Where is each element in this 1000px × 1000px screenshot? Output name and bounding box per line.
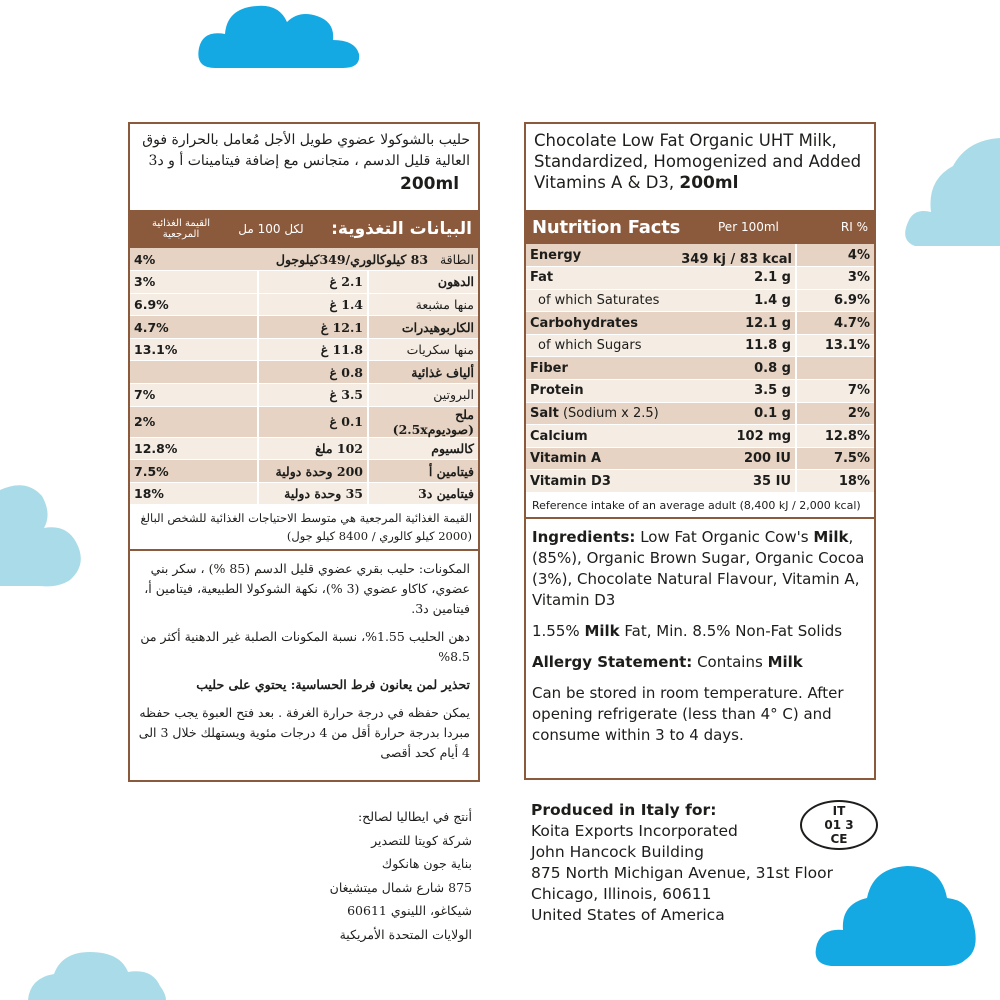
table-row: البروتين 3.5 غ 7% [130,384,478,407]
product-title-ar: حليب بالشوكولا عضوي طويل الأجل مُعامل بالحرارة فوق العالية قليل الدسم ، متجانس مع إضافة فيتامينات أ و د3 200ml [130,124,478,210]
nutrition-facts-header [526,210,874,244]
english-label-panel [524,122,876,780]
cloud-top [195,0,365,70]
product-title-text: Chocolate Low Fat Organic UHT Milk, Standardized, Homogenized and Added Vitamins A & D3, [534,131,862,192]
nutrition-table-en [526,244,874,493]
volume-en: 200ml [679,173,739,193]
table-row: Calcium 102 mg 12.8% [526,425,874,448]
table-row: الكاربوهيدرات 12.1 غ 4.7% [130,316,478,339]
table-row: Vitamin A 200 IU 7.5% [526,447,874,470]
cloud-bottom-right [815,860,980,970]
table-row: Protein 3.5 g 7% [526,380,874,403]
cloud-bottom-left [28,950,168,1000]
cloud-left [0,480,90,590]
product-title-en [526,124,874,210]
energy-value: 349 kj / 83 kcal [681,252,792,267]
table-row: فيتامين أ 200 وحدة دولية 7.5% [130,460,478,483]
table-row: فيتامين د3 35 وحدة دولية 18% [130,482,478,505]
ingredients-en: Ingredients: Low Fat Organic Cow's Milk, (85%), Organic Brown Sugar, Organic Cocoa (3%), Chocolate Natural Flavour, Vitamin A, Vitamin D3 [532,528,865,610]
table-row: الطاقة 83 كيلوكالوري/349كيلوجول 4% [130,248,478,271]
fat-statement-en: 1.55% Milk Fat, Min. 8.5% Non-Fat Solids [532,622,843,641]
ingredients-ar: المكونات: حليب بقري عضوي قليل الدسم (85 %) ، سكر بني عضوي، كاكاو عضوي (3 %)، نكهة الشوكولا الطبيعية، فيتامين أ، فيتامين د3. [144,561,470,617]
table-row: of which Saturates 1.4 g 6.9% [526,289,874,312]
ingredients-section-en [526,519,874,764]
table-row: منها سكريات 11.8 غ 13.1% [130,338,478,361]
nutrition-facts-header-ar: البيانات التغذوية: لكل 100 مل القيمة الغذائية المرجعية [130,210,478,248]
storage-ar: يمكن حفظه في درجة حرارة الغرفة . بعد فتح العبوة يجب حفظه مبردا بدرجة حرارة أقل من 4 درجات مئوية ويستهلك خلال 3 الى 4 أيام كحد أقصى [138,705,470,761]
energy-label: Energy [526,244,710,267]
table-row: Vitamin D3 35 IU 18% [526,470,874,493]
producer-address-en: Produced in Italy for: Koita Exports Incorporated John Hancock Building 875 North Michigan Avenue, 31st Floor Chicago, Illinois, 60611 United States of America [531,801,834,924]
nutrition-table-ar [130,248,478,505]
health-mark-oval: IT 01 3 CE [800,800,878,850]
ri-percent-label: RI % [840,220,868,234]
fat-statement-ar: دهن الحليب 1.55%، نسبة المكونات الصلبة غير الدهنية أكثر من 8.5% [140,629,470,665]
table-row: Fiber 0.8 g [526,357,874,380]
table-row: الدهون 2.1 غ 3% [130,271,478,294]
reference-intake-en: Reference intake of an average adult (8,400 kJ / 2,000 kcal) [526,493,874,519]
table-row: Salt (Sodium x 2.5) 0.1 g 2% [526,402,874,425]
allergy-statement-ar: تحذير لمن يعانون فرط الحساسية: يحتوي على حليب [196,677,470,693]
energy-ri: 4% [796,244,874,267]
arabic-label-panel [128,122,480,782]
table-row: of which Sugars 11.8 g 13.1% [526,334,874,357]
reference-intake-ar: القيمة الغذائية المرجعية هي متوسط الاحتياجات الغذائية للشخص البالغ (2000 كيلو كالوري / 8400 كيلو جول) [130,505,478,551]
table-row: Fat 2.1 g 3% [526,267,874,290]
table-row: منها مشبعة 1.4 غ 6.9% [130,293,478,316]
nutrition-facts-title: Nutrition Facts [532,216,681,238]
table-row: كالسيوم 102 ملغ 12.8% [130,437,478,460]
per-100ml-label: Per 100ml [718,220,779,234]
cloud-right [905,120,1000,250]
table-row: Carbohydrates 12.1 g 4.7% [526,312,874,335]
storage-en: Can be stored in room temperature. After opening refrigerate (less than 4° C) and consume within 3 to 4 days. [532,684,844,745]
ingredients-section-ar [130,551,478,779]
allergy-statement-en: Allergy Statement: Contains Milk [532,653,803,672]
volume-ar: 200ml [400,174,460,194]
table-row: ملح (صوديوم2.5x) 0.1 غ 2% [130,406,478,437]
producer-address-ar: أنتج في ايطاليا لصالح: شركة كويتا للتصدير بناية جون هانكوك 875 شارع شمال ميتشيغان شيكاغو، اللينوي 60611 الولايات المتحدة الأمريكية [329,809,472,942]
table-row: ألياف غذائية 0.8 غ [130,361,478,384]
